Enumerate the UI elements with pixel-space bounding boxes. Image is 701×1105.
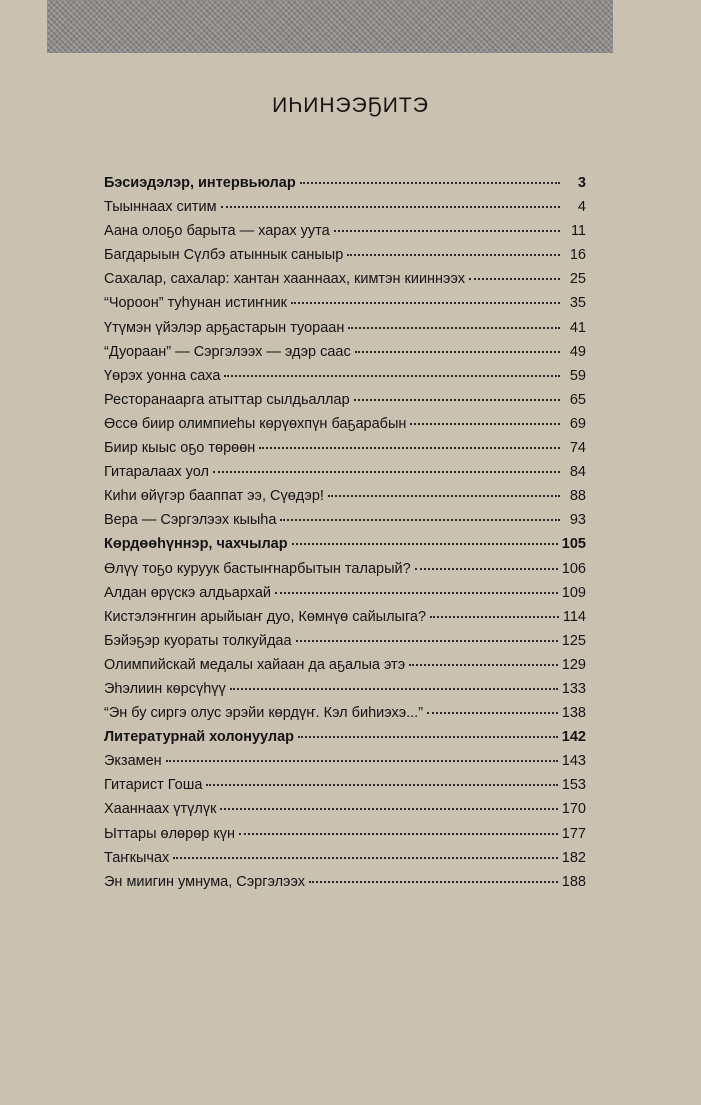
dot-leader [280,518,560,521]
toc-entry-title: Өлүү тоҕо куруук бастыҥнарбытын таларый? [104,560,411,577]
toc-entry [104,605,586,629]
toc-entry [104,267,586,291]
toc-entry [104,870,586,894]
dot-leader [427,711,558,714]
toc-page-number: 11 [570,223,586,240]
toc-entry [104,388,586,412]
toc-entry [104,701,586,725]
toc-section-heading [104,171,586,195]
dot-leader [213,470,560,473]
toc-page-number: 93 [569,512,586,529]
toc-page-number: 143 [561,753,586,770]
toc-page-number: 59 [569,367,586,384]
toc-page-number: 188 [561,873,586,890]
dot-leader [348,326,560,329]
toc-entry-title: Таҥкычах [104,849,170,866]
toc-page-number: 177 [561,825,586,842]
toc-entry-title: Ресторанаарга атыттар сылдьаллар [104,391,350,408]
toc-entry [104,219,586,243]
dot-leader [220,807,557,810]
toc-page-number: 35 [569,295,586,312]
dot-leader [239,832,558,835]
toc-page-number: 25 [569,271,586,288]
toc-entry-title: Кистэлэҥнгин арыйыаҥ дуо, Көмнүө сайылыга? [104,608,427,625]
toc-entry [104,773,586,797]
dot-leader [309,880,558,883]
dot-leader [275,591,558,594]
toc-entry [104,653,586,677]
toc-page-number: 129 [561,656,586,673]
toc-entry [104,749,586,773]
toc-page-number: 69 [569,415,586,432]
dot-leader [355,350,560,353]
toc-section-heading [104,532,586,556]
toc-entry [104,436,586,460]
dot-leader [166,759,558,762]
dot-leader [298,735,558,738]
toc-entry [104,340,586,364]
toc-page-number: 88 [569,488,586,505]
toc-entry [104,677,586,701]
dot-leader [221,205,560,208]
toc-entry [104,364,586,388]
dot-leader [409,663,558,666]
toc-page-number: 109 [561,584,586,601]
toc-entry [104,629,586,653]
toc-entry [104,460,586,484]
toc-page-number: 16 [569,247,586,264]
toc-page-number: 41 [569,319,586,336]
dot-leader [415,567,558,570]
toc-entry-title: “Чороон” туһунан истиҥник [104,295,288,312]
toc-entry [104,508,586,532]
toc-page-number: 170 [561,801,586,818]
toc-entry-title: Ыттары өлөрөр күн [104,825,235,842]
toc-entry [104,484,586,508]
toc-page-number: 49 [569,343,586,360]
toc-entry-title: Үтүмэн үйэлэр арҕастарын туораан [104,319,345,336]
toc-page-number: 65 [569,391,586,408]
toc-page-number: 105 [561,536,586,553]
dot-leader [328,494,560,497]
toc-entry [104,557,586,581]
toc-entry [104,412,586,436]
toc-entry-title: Биир кыыс оҕо төрөөн [104,440,256,457]
toc-entry [104,291,586,315]
dot-leader [430,615,559,618]
toc-entry-title: Бэйэҕэр куораты толкуйдаа [104,632,292,649]
toc-entry-title: Алдан өрүскэ алдьархай [104,584,272,601]
dot-leader [347,253,560,256]
toc-page-number: 138 [561,705,586,722]
toc-entry [104,797,586,821]
dot-leader [354,398,560,401]
dot-leader [206,783,557,786]
dot-leader [410,422,560,425]
toc-entry-title: Көрдөөһүннэр, чахчылар [104,536,288,553]
dot-leader [300,181,560,184]
toc-entry-title: Олимпийскай медалы хайаан да аҕалыа этэ [104,656,406,673]
toc-entry [104,195,586,219]
toc-page-number: 84 [569,464,586,481]
toc-page-number: 106 [561,560,586,577]
toc-page-number: 182 [561,849,586,866]
toc-entry-title: Аана олоҕо барыта — харах уута [104,223,330,240]
dot-leader [469,277,560,280]
dot-leader [292,542,558,545]
dot-leader [173,856,557,859]
dot-leader [230,687,558,690]
toc-entry [104,243,586,267]
toc-entry-title: Гитарист Гоша [104,777,203,794]
toc-entry-title: Экзамен [104,753,162,770]
toc-entry [104,846,586,870]
table-of-contents [104,171,586,894]
toc-entry-title: Хааннаах үтүлүк [104,801,217,818]
toc-entry-title: “Дуораан” — Сэргэлээх — эдэр саас [104,343,351,360]
toc-page-number: 114 [562,608,586,625]
toc-entry [104,822,586,846]
toc-entry-title: “Эн бу сиргэ олус эрэйи көрдүҥ. Кэл биһиэхэ...” [104,705,424,722]
toc-entry-title: Гитаралаах уол [104,464,209,481]
dot-leader [291,301,560,304]
dot-leader [224,374,560,377]
toc-entry-title: Вера — Сэргэлээх кыыһа [104,512,277,529]
toc-entry-title: Эһэлиин көрсүһүү [104,680,226,697]
toc-entry-title: Өссө биир олимпиеһы көрүөхпүн баҕарабын [104,415,407,432]
dot-leader [296,639,558,642]
toc-page-number: 133 [561,680,586,697]
toc-entry-title: Эн миигин умнума, Сэргэлээх [104,873,305,890]
toc-page-number: 153 [561,777,586,794]
toc-page-number: 4 [577,199,586,216]
toc-page-number: 125 [561,632,586,649]
toc-entry-title: Литературнай холонуулар [104,729,295,746]
toc-entry-title: Бэсиэдэлэр, интервьюлар [104,175,296,191]
toc-entry-title: Киһи өйүгэр бааппат ээ, Сүөдэр! [104,488,324,505]
top-decorative-band [47,0,613,53]
dot-leader [334,229,560,232]
toc-entry-title: Сахалар, сахалар: хантан хааннаах, кимтэн кииннээх [104,271,465,288]
toc-entry [104,581,586,605]
toc-entry-title: Тыыннаах ситим [104,199,217,216]
page-title: ИҺИНЭЭҔИТЭ [272,94,429,118]
toc-entry-title: Үөрэх уонна саха [104,367,221,384]
toc-page-number: 142 [561,729,586,746]
toc-page-number: 74 [569,440,586,457]
toc-page-number: 3 [577,175,586,191]
toc-entry-title: Багдарыын Сүлбэ атыннык саныыр [104,247,344,264]
toc-entry [104,316,586,340]
dot-leader [259,446,560,449]
toc-section-heading [104,725,586,749]
